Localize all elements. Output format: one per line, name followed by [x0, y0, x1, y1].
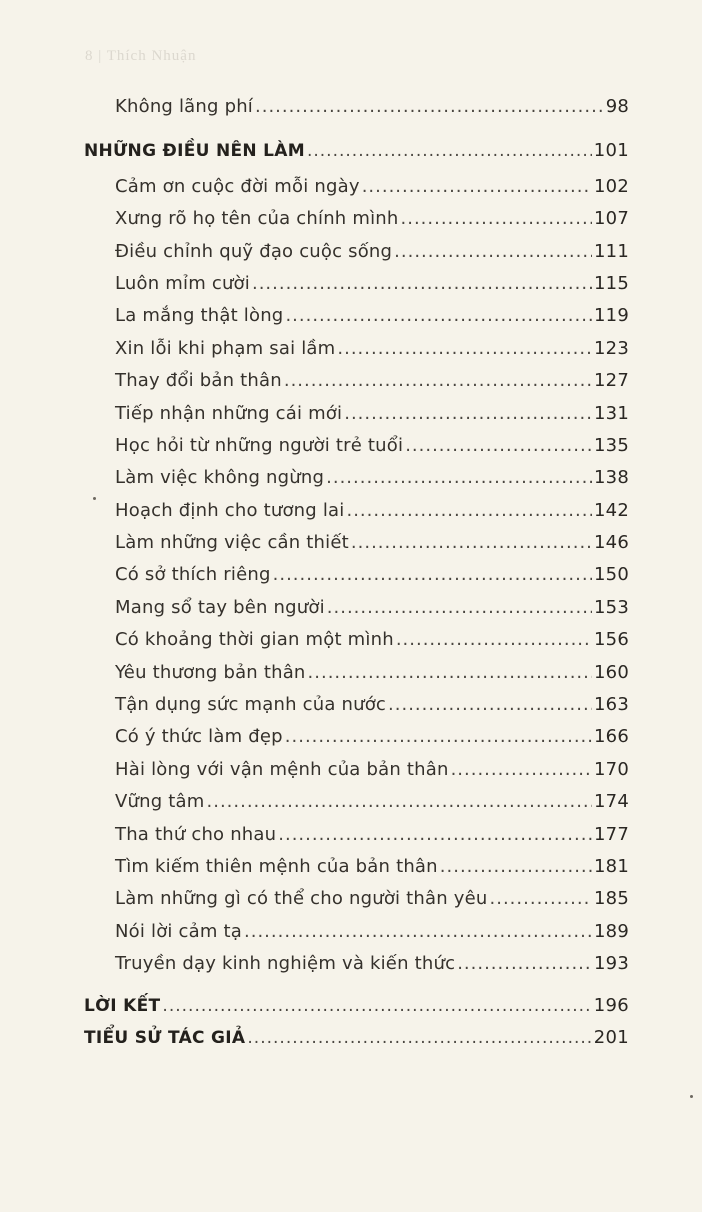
toc-section-heading[interactable] [84, 1022, 629, 1054]
toc-entry[interactable] [84, 559, 629, 591]
toc-entry[interactable] [84, 495, 629, 527]
toc-entry[interactable] [84, 462, 629, 494]
toc-entry[interactable] [84, 236, 629, 268]
leader-dots [346, 495, 592, 527]
toc-entry-page: 107 [594, 208, 629, 230]
leader-dots [337, 333, 592, 365]
section-page: 196 [593, 994, 629, 1016]
toc-entry-page: 127 [594, 370, 629, 392]
toc-entry-page: 115 [594, 272, 629, 294]
toc-entry[interactable] [84, 300, 629, 332]
leader-dots [244, 916, 592, 948]
toc-entry-page: 181 [594, 855, 629, 877]
leader-dots [252, 268, 592, 300]
leader-dots [405, 430, 592, 462]
toc-entry[interactable] [84, 721, 629, 753]
toc-entry-title: Xưng rõ họ tên của chính mình [115, 208, 399, 230]
leader-dots [351, 527, 592, 559]
leader-dots [284, 365, 592, 397]
toc-entry[interactable] [84, 754, 629, 786]
toc-entry-page: 160 [594, 661, 629, 683]
toc-entry-title: Vững tâm [115, 791, 205, 813]
toc-entry[interactable] [84, 365, 629, 397]
toc-entry-list [84, 171, 629, 981]
toc-entry-page: 150 [594, 564, 629, 586]
toc-entry-page: 174 [594, 791, 629, 813]
toc-entry[interactable] [84, 916, 629, 948]
leader-dots [307, 135, 592, 167]
toc-entry[interactable] [84, 624, 629, 656]
leader-dots [285, 721, 592, 753]
toc-entry-title: Hài lòng với vận mệnh của bản thân [115, 758, 449, 780]
toc-entry-page: 138 [594, 467, 629, 489]
toc-entry-page: 153 [594, 596, 629, 618]
leader-dots [247, 1022, 591, 1054]
toc-entry-page: 185 [594, 888, 629, 910]
toc-entry-title: Không lãng phí [115, 96, 254, 117]
toc-entry[interactable] [84, 268, 629, 300]
toc-entry-title: Có khoảng thời gian một mình [115, 629, 394, 651]
toc-entry-title: Có sở thích riêng [115, 564, 271, 586]
leader-dots [273, 559, 592, 591]
toc-entry[interactable] [84, 592, 629, 624]
toc-entry-title: Làm những gì có thể cho người thân yêu [115, 888, 488, 910]
toc-entry-title: Xin lỗi khi phạm sai lầm [115, 337, 336, 359]
toc-entry-page: 163 [594, 694, 629, 716]
leader-dots [255, 91, 604, 123]
section-title: LỜI KẾT [84, 995, 161, 1016]
toc-entry-page: 156 [594, 629, 629, 651]
toc-entry-title: Tìm kiếm thiên mệnh của bản thân [115, 855, 438, 877]
toc-entry-page: 102 [594, 175, 629, 197]
toc-entry-page: 98 [605, 96, 629, 117]
table-of-contents [84, 91, 629, 1054]
leader-dots [362, 171, 592, 203]
toc-entry-page: 119 [594, 305, 629, 327]
leader-dots [344, 398, 592, 430]
leader-dots [326, 462, 592, 494]
toc-entry[interactable] [84, 171, 629, 203]
toc-entry-title: Luôn mỉm cười [115, 272, 250, 294]
toc-entry[interactable] [84, 786, 629, 818]
leader-dots [207, 786, 593, 818]
toc-entry-page: 146 [594, 532, 629, 554]
toc-entry-page: 166 [594, 726, 629, 748]
toc-entry-title: Có ý thức làm đẹp [115, 726, 283, 748]
toc-entry[interactable] [84, 657, 629, 689]
leader-dots [327, 592, 592, 624]
toc-entry-title: Điều chỉnh quỹ đạo cuộc sống [115, 240, 393, 262]
leader-dots [285, 300, 592, 332]
section-title: NHỮNG ĐIỀU NÊN LÀM [84, 141, 305, 162]
toc-entry-title: Thay đổi bản thân [115, 370, 282, 392]
toc-entry-page: 177 [594, 823, 629, 845]
toc-entry[interactable] [84, 819, 629, 851]
toc-entry[interactable] [84, 398, 629, 430]
section-title: TIỂU SỬ TÁC GIẢ [84, 1027, 246, 1048]
toc-section-heading[interactable] [84, 135, 629, 167]
paper-speck [690, 1095, 693, 1098]
leader-dots [388, 689, 592, 721]
leader-dots [396, 624, 592, 656]
toc-entry-page: 193 [594, 953, 629, 975]
leader-dots [451, 754, 592, 786]
toc-entry-title: Làm việc không ngừng [115, 467, 325, 489]
toc-entry[interactable] [84, 91, 629, 123]
leader-dots [457, 948, 592, 980]
toc-entry[interactable] [84, 883, 629, 915]
toc-entry-title: Làm những việc cần thiết [115, 532, 349, 554]
toc-entry-page: 123 [594, 337, 629, 359]
toc-entry-title: Truyền dạy kinh nghiệm và kiến thức [115, 953, 456, 975]
toc-entry-title: La mắng thật lòng [115, 305, 284, 327]
toc-section-heading[interactable] [84, 990, 629, 1022]
toc-entry-title: Cảm ơn cuộc đời mỗi ngày [115, 175, 360, 197]
toc-entry-page: 135 [594, 434, 629, 456]
toc-entry-page: 189 [594, 920, 629, 942]
toc-entry-title: Tha thứ cho nhau [115, 823, 277, 845]
leader-dots [490, 883, 593, 915]
paper-speck [93, 497, 96, 500]
toc-entry[interactable] [84, 689, 629, 721]
toc-entry-title: Yêu thương bản thân [115, 661, 306, 683]
section-page: 101 [593, 140, 629, 162]
leader-dots [394, 236, 592, 268]
toc-entry[interactable] [84, 948, 629, 980]
section-page: 201 [593, 1026, 629, 1048]
toc-entry-title: Tiếp nhận những cái mới [115, 402, 343, 424]
toc-entry-title: Học hỏi từ những người trẻ tuổi [115, 434, 404, 456]
toc-entry[interactable] [84, 203, 629, 235]
toc-entry[interactable] [84, 527, 629, 559]
leader-dots [401, 203, 593, 235]
leader-dots [440, 851, 592, 883]
leader-dots [162, 990, 591, 1022]
toc-entry-title: Nói lời cảm tạ [115, 920, 243, 942]
toc-entry[interactable] [84, 333, 629, 365]
toc-entry-title: Mang sổ tay bên người [115, 596, 325, 618]
leader-dots [308, 657, 592, 689]
toc-entry-title: Tận dụng sức mạnh của nước [115, 694, 387, 716]
toc-entry-page: 111 [594, 240, 629, 262]
bleed-through-header: 8 | Thích Nhuận [85, 48, 197, 64]
toc-entry-title: Hoạch định cho tương lai [115, 499, 345, 521]
toc-entry[interactable] [84, 851, 629, 883]
toc-entry[interactable] [84, 430, 629, 462]
leader-dots [278, 819, 592, 851]
toc-entry-page: 131 [594, 402, 629, 424]
toc-entry-page: 170 [594, 758, 629, 780]
toc-entry-page: 142 [594, 499, 629, 521]
